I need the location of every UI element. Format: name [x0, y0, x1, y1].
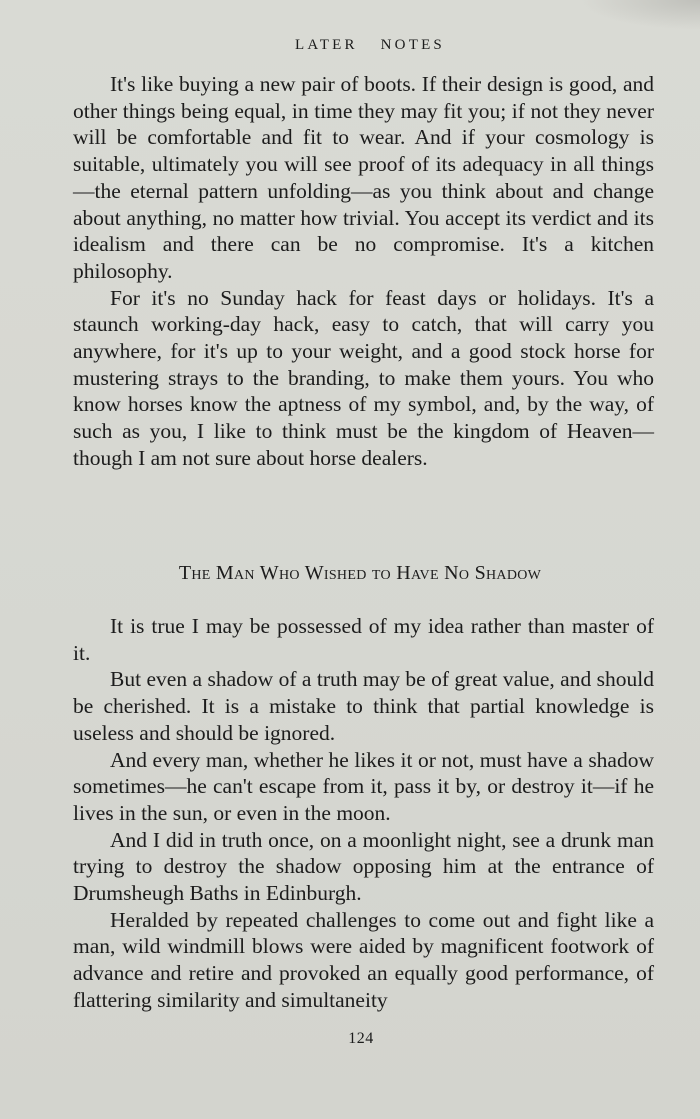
paragraph: For it's no Sunday hack for feast days or holidays. It's a staunch working-day hack, easy to catch, that will carry you anywhere, for it's up to your weight, and a good stock horse for mustering strays to the branding, to make them yours. You who know horses know the aptness of my symbol, and, by the way, of such as you, I like to think must be the kingdom of Heaven—though I am not sure about horse dealers.	[73, 285, 654, 470]
running-head-word-later: LATER	[295, 37, 358, 53]
page-corner-shade	[580, 0, 700, 30]
section-2-body	[73, 613, 654, 1014]
paragraph: Heralded by repeated challenges to come out and fight like a man, wild windmill blows were aided by magnificent footwork of advance and retire and provoked an equally good performance, of flattering similarity and simultaneity	[73, 907, 654, 1012]
running-head-word-notes: NOTES	[380, 37, 445, 53]
paragraph: It's like buying a new pair of boots. If their design is good, and other things being equal, in time they may fit you; if not they never will be comfortable and fit to wear. And if your cosmology is suitable, ultimately you will see proof of its adequacy in all things—the eternal pattern unfolding—as you think about and change about anything, no matter how trivial. You accept its verdict and its idealism and there can be no compromise. It's a kitchen philosophy.	[73, 72, 654, 283]
paragraph: And I did in truth once, on a moonlight night, see a drunk man trying to destroy the shadow opposing him at the entrance of Drumsheugh Baths in Edinburgh.	[73, 827, 654, 906]
paragraph: And every man, whether he likes it or not, must have a shadow sometimes—he can't escape from it, pass it by, or destroy it—if he lives in the sun, or even in the moon.	[73, 747, 654, 825]
page-number: 124	[348, 1030, 374, 1047]
section-1-body	[73, 71, 654, 472]
running-head	[0, 37, 700, 54]
section-heading: The Man Who Wished to Have No Shadow	[178, 562, 542, 584]
paragraph: But even a shadow of a truth may be of great value, and should be cherished. It is a mistake to think that partial knowledge is useless and should be ignored.	[73, 667, 654, 745]
paragraph: It is true I may be possessed of my idea rather than master of it.	[73, 614, 654, 665]
